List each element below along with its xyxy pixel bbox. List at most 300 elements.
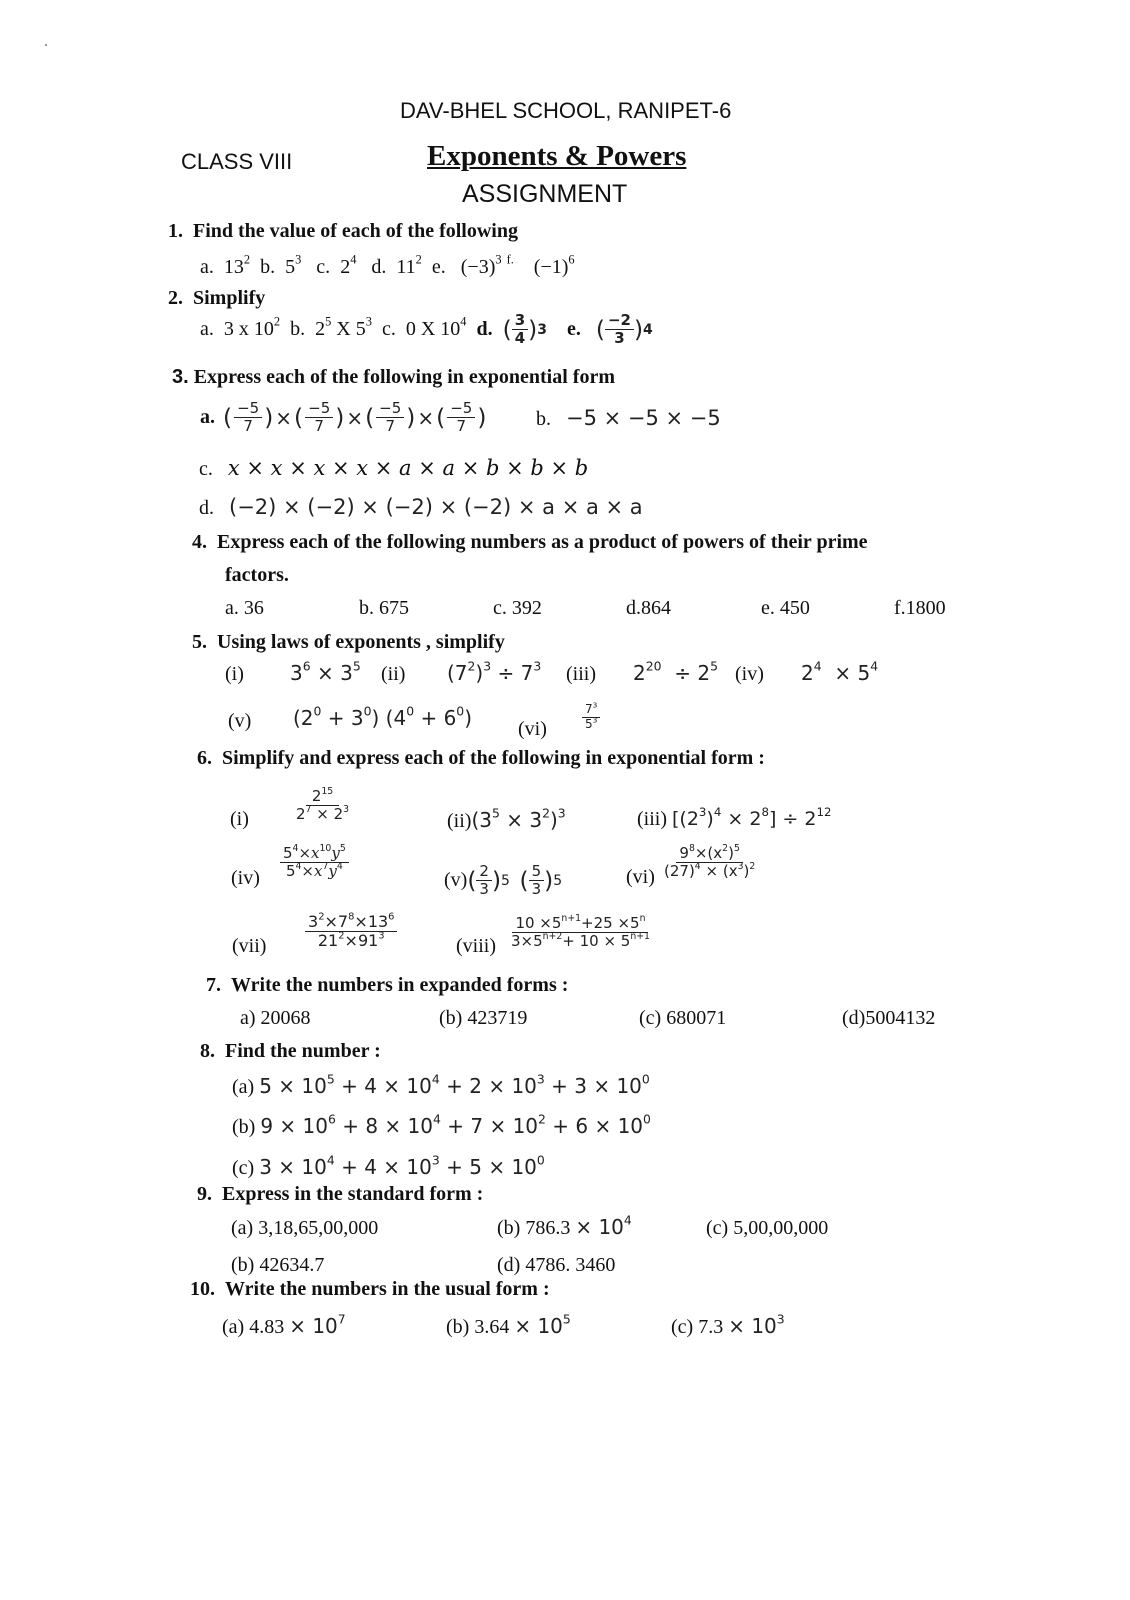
math-token: 2	[311, 787, 322, 805]
q7-d: (d)5004132	[842, 1007, 936, 1029]
q2-e-expr: ( $\frac{-2}{3}$ ) 4	[595, 311, 653, 348]
q6-v	[444, 863, 562, 899]
q2-b-exp2: 3	[365, 314, 372, 329]
q5-number: 5.	[192, 631, 207, 653]
math-part	[293, 788, 352, 824]
q3-d-expr: (−2) × (−2) × (−2) × (−2) × a × a × a	[229, 495, 643, 519]
q8-text: Find the number :	[225, 1040, 381, 1062]
math-token: 2	[538, 1111, 546, 1127]
q8-heading	[200, 1040, 381, 1063]
math-token: 2	[542, 805, 550, 821]
math-token: 2	[749, 861, 756, 873]
q10-text: Write the numbers in the usual form :	[225, 1278, 550, 1300]
q9-number: 9.	[197, 1183, 212, 1205]
math-token: n+1	[561, 913, 582, 925]
q1-c-base: 2	[340, 256, 351, 278]
q1-b-label: b.	[260, 256, 276, 278]
math-token: 4	[813, 658, 822, 674]
math-token: 4	[295, 861, 302, 873]
math-token: ×x	[301, 862, 323, 881]
math-part	[582, 700, 600, 732]
q9-d: (d) 4786. 3460	[497, 1254, 616, 1276]
math-token: 0	[641, 1071, 650, 1087]
q1-b-exp: 3	[295, 252, 302, 267]
q5-vi-expr	[582, 700, 600, 732]
math-token: 15	[321, 786, 334, 798]
math-token: ×91	[344, 931, 379, 951]
q1-text: Find the value of each of the following	[193, 220, 518, 242]
math-token: 4	[433, 1111, 441, 1127]
math-token: 7	[585, 702, 593, 716]
math-token: 5	[491, 805, 500, 821]
math-token: 9 × 10	[260, 1114, 328, 1138]
q3-text: Express each of the following in exponential form	[193, 366, 615, 388]
math-token: )	[706, 808, 714, 830]
math-token: 2	[633, 661, 646, 685]
q10-b-power: × 10	[514, 1314, 563, 1338]
math-part	[376, 400, 404, 436]
q8-a-expr	[259, 1071, 650, 1098]
q3-b-expr: −5 × −5 × −5	[566, 406, 721, 430]
math-part: (	[365, 404, 375, 432]
math-token: 3	[592, 700, 598, 710]
q6-vi-expr	[661, 845, 758, 881]
q5-i-expr	[290, 658, 361, 685]
q2-b-exp: 5	[325, 314, 332, 329]
math-part: (	[436, 404, 446, 432]
math-token: 2	[318, 911, 325, 923]
q3-number: 3.	[172, 366, 189, 388]
q7-b: (b) 423719	[439, 1007, 528, 1029]
math-part	[315, 932, 388, 950]
math-token: × (x	[705, 862, 738, 881]
math-token: 7	[322, 861, 329, 873]
math-token: ÷ 2	[674, 661, 711, 685]
math-token: 6	[327, 1111, 336, 1127]
math-token: 0	[536, 1152, 545, 1168]
math-token: 3	[533, 658, 542, 674]
math-token: ×(x	[694, 844, 723, 862]
math-part	[234, 400, 262, 436]
q8-b-label: (b)	[232, 1116, 256, 1138]
q1-a-label: a.	[200, 256, 214, 278]
math-token: 4	[713, 805, 722, 820]
q6-iii-expr	[672, 805, 832, 830]
q2-c-exp: 4	[460, 314, 467, 329]
math-part: )	[335, 404, 345, 432]
math-part	[283, 863, 346, 880]
q3-a-times-1: ×	[275, 405, 293, 430]
math-part	[582, 700, 600, 718]
math-part	[728, 1311, 785, 1338]
math-part: )	[406, 404, 416, 432]
math-token: + 3 × 10	[551, 1074, 642, 1098]
math-part	[529, 863, 545, 899]
q3-d	[199, 495, 643, 520]
q3-a-times-2: ×	[346, 405, 364, 430]
q7-c: (c) 680071	[639, 1007, 727, 1029]
q6-ii-expr	[471, 805, 566, 832]
q1-number: 1.	[168, 220, 183, 242]
math-part: )	[544, 867, 554, 895]
q6-i-label: (i)	[230, 808, 249, 830]
math-token: 20	[645, 658, 662, 674]
q8-number: 8.	[200, 1040, 215, 1062]
q1-f-base: (−1)	[533, 256, 569, 278]
math-part	[508, 933, 653, 950]
math-token: 2	[801, 661, 814, 685]
math-token: 3	[378, 930, 385, 942]
q1-a-exp: 2	[243, 252, 251, 267]
q2-c-label: c.	[381, 318, 396, 341]
math-token: 3	[483, 658, 492, 674]
q3-a-num-1: −5	[234, 400, 262, 418]
q1-f-exp: 6	[568, 252, 575, 267]
math-token: 2	[467, 658, 476, 674]
math-token: 7	[305, 804, 312, 816]
math-token: n	[639, 913, 646, 925]
q10-heading	[190, 1278, 550, 1301]
q7-a: a) 20068	[240, 1007, 311, 1029]
q4-text: Express each of the following numbers as a product of powers of their prime	[217, 531, 868, 553]
q1-e-base: (−3)	[460, 256, 496, 278]
math-token: 3	[698, 805, 707, 820]
q9-b	[497, 1212, 632, 1240]
math-part: )	[491, 867, 502, 895]
q1-e-label: e.	[431, 256, 446, 278]
math-part: (	[294, 404, 304, 432]
q6-vii-label: (vii)	[232, 935, 267, 957]
q3-c	[199, 456, 588, 481]
math-part	[661, 863, 758, 880]
q8-b	[232, 1111, 651, 1139]
math-part: (	[595, 316, 605, 344]
math-token: 4	[336, 861, 343, 873]
math-token: 8	[348, 911, 355, 923]
math-part	[305, 400, 333, 436]
q10-c-value: (c) 7.3	[671, 1316, 724, 1338]
q5-heading	[192, 631, 505, 654]
q3-a-den-1: 7	[243, 417, 253, 436]
math-token: (27)	[664, 862, 695, 881]
q6-v-label: (v)	[444, 869, 468, 892]
math-token: 3	[431, 1152, 440, 1168]
q4-b: b. 675	[359, 597, 409, 619]
math-token: 5	[326, 1071, 335, 1087]
school-name: DAV-BHEL SCHOOL, RANIPET-6	[400, 98, 732, 123]
q6-text: Simplify and express each of the following in exponential form :	[222, 747, 765, 769]
q6-ii-label: (ii)	[447, 810, 472, 832]
math-part	[508, 915, 653, 951]
q4-number: 4.	[192, 531, 207, 553]
math-part	[305, 913, 397, 951]
math-part: )	[528, 316, 538, 344]
math-token: + 10 × 5	[562, 932, 631, 951]
math-token: ×x	[298, 844, 320, 862]
q2-a-expr: 3 x 10	[223, 318, 274, 341]
math-token: 3	[536, 1071, 545, 1087]
q3-a-num-3: −5	[376, 400, 404, 418]
q7-text: Write the numbers in expanded forms :	[231, 974, 569, 996]
q6-iii	[637, 805, 832, 831]
q1-a-base: 13	[223, 256, 244, 278]
q9-a: (a) 3,18,65,00,000	[231, 1217, 379, 1239]
math-token: 3	[479, 880, 489, 899]
math-token: + 7 × 10	[447, 1114, 539, 1138]
q4-e: e. 450	[761, 597, 810, 619]
math-token: 5 × 10	[259, 1074, 327, 1098]
q3-a-den-3: 7	[385, 417, 395, 436]
math-token: 6	[388, 911, 395, 923]
q10-b-exp: 5	[562, 1311, 571, 1327]
q6-heading	[197, 747, 765, 770]
math-token: ×13	[354, 912, 389, 931]
math-token: ÷ 7	[497, 661, 534, 685]
math-token: 3	[737, 861, 744, 873]
q1-c-label: c.	[316, 256, 331, 278]
math-part	[514, 1311, 571, 1338]
q10-a-value: (a) 4.83	[222, 1316, 285, 1338]
q3-a-label: a.	[200, 406, 215, 429]
q3-heading	[172, 366, 615, 389]
math-token: )	[549, 808, 558, 832]
q1-b-base: 5	[285, 256, 296, 278]
math-token: + 4 × 10	[341, 1155, 432, 1179]
q6-iii-label: (iii)	[637, 808, 667, 830]
q10-a-exp: 7	[337, 1311, 346, 1327]
math-token: 3 × 10	[259, 1155, 327, 1179]
math-token: )	[475, 661, 484, 685]
math-token: [(2	[672, 808, 699, 830]
q2-b-label: b.	[290, 318, 306, 341]
q8-c-expr	[259, 1152, 545, 1179]
q10-a-power: × 10	[289, 1314, 338, 1338]
q9-heading	[197, 1183, 483, 1206]
q3-a-times-3: ×	[417, 405, 435, 430]
q3-a-expr	[223, 400, 486, 436]
q1-heading	[168, 220, 518, 243]
q10-b	[446, 1311, 571, 1339]
q9-text: Express in the standard form :	[222, 1183, 484, 1205]
math-token: (2	[293, 706, 314, 730]
q5-v-expr	[293, 703, 472, 730]
q5-iv-label: (iv)	[735, 663, 764, 685]
q5-vi-label: (vi)	[518, 718, 547, 740]
q6-i-expr	[293, 788, 352, 824]
q9-b2: (b) 42634.7	[231, 1254, 325, 1276]
math-token: 5	[339, 843, 346, 855]
q10-c-power: × 10	[728, 1314, 777, 1338]
math-part	[605, 312, 634, 348]
math-part	[305, 913, 397, 932]
q4-heading	[192, 531, 868, 554]
q2-c-expr: 0 X 10	[405, 318, 461, 341]
q6-viii-expr	[508, 915, 653, 951]
math-token: × 2	[727, 808, 762, 830]
q5-i-label: (i)	[225, 663, 244, 685]
math-token: 0	[643, 1111, 651, 1127]
math-token: ×7	[324, 912, 349, 931]
math-part	[661, 845, 758, 881]
math-token: × 5	[834, 661, 871, 685]
q2-e-label: e.	[566, 318, 581, 341]
q5-ii-expr	[447, 658, 542, 685]
math-token: × 3	[316, 661, 353, 685]
q2-b-times: X 5	[336, 318, 366, 341]
math-token: 3	[531, 880, 542, 899]
q2-d-num: 3	[512, 312, 528, 330]
q10-number: 10.	[190, 1278, 215, 1300]
math-token: 5	[585, 716, 593, 731]
q8-b-expr	[260, 1111, 651, 1138]
math-token: +25 ×5	[581, 914, 640, 932]
scan-dot	[45, 44, 47, 46]
math-token: 21	[317, 931, 339, 951]
q2-items	[200, 312, 653, 348]
q3-b-label: b.	[536, 408, 551, 430]
q3-a	[200, 400, 486, 436]
q6-iv-label: (iv)	[231, 867, 260, 889]
q2-heading	[168, 287, 265, 310]
q2-d-expr: ( $\frac{3}{4}$ ) 3	[502, 311, 547, 348]
math-part: (	[502, 316, 512, 344]
math-token: 5	[733, 843, 740, 855]
math-part	[447, 400, 475, 436]
math-token: 3	[290, 661, 303, 685]
page-title: Exponents & Powers	[427, 140, 687, 172]
q1-c-exp: 4	[350, 252, 357, 267]
math-token: × 2	[316, 805, 344, 824]
q4-d: d.864	[626, 597, 671, 619]
math-token: + 4 × 10	[341, 1074, 432, 1098]
math-token: 8	[688, 843, 695, 855]
q5-v-label: (v)	[228, 710, 252, 732]
q8-a	[232, 1071, 650, 1099]
q8-c	[232, 1152, 545, 1180]
math-part	[476, 863, 492, 899]
math-part: )	[264, 404, 274, 432]
math-token: 5	[529, 863, 545, 881]
math-token: y	[331, 844, 340, 862]
q5-ii-label: (ii)	[381, 663, 406, 685]
q1-d-exp: 2	[415, 252, 422, 267]
math-token: (3	[471, 808, 492, 832]
q3-c-label: c.	[199, 458, 213, 480]
math-token: y	[328, 862, 337, 881]
q2-b-base: 2	[315, 318, 326, 341]
math-token: 0	[363, 703, 372, 719]
math-token: 12	[816, 805, 832, 820]
q6-ii	[447, 805, 566, 833]
math-token: 4	[870, 658, 879, 674]
math-token: 3	[592, 715, 598, 725]
q9-b-power: × 10	[575, 1215, 624, 1239]
q6-vii-expr	[305, 913, 397, 951]
math-part	[293, 806, 352, 823]
q3-a-num-4: −5	[447, 400, 475, 418]
math-token: 4	[326, 1152, 335, 1168]
math-token: + 6 × 10	[552, 1114, 644, 1138]
math-token: ] ÷ 2	[768, 808, 817, 830]
math-token: 2	[338, 930, 345, 942]
math-token: 2	[296, 805, 306, 824]
q7-heading	[206, 974, 568, 997]
math-token: 10	[319, 843, 332, 855]
math-part	[512, 915, 648, 933]
q2-d-den: 4	[514, 329, 526, 348]
math-token: + 6	[420, 706, 457, 730]
q2-a-exp: 2	[273, 314, 281, 329]
math-token: + 2 × 10	[446, 1074, 537, 1098]
math-part	[315, 314, 372, 341]
math-token: + 5 × 10	[446, 1155, 537, 1179]
math-token: 4	[431, 1071, 440, 1087]
q6-number: 6.	[197, 747, 212, 769]
math-part	[223, 314, 281, 341]
q2-d-label: d.	[476, 318, 493, 341]
q2-a-label: a.	[200, 318, 214, 341]
math-token: 3	[343, 804, 350, 816]
q4-f: f.1800	[894, 597, 946, 619]
q3-a-den-2: 7	[314, 417, 324, 436]
math-token: 2	[722, 843, 729, 855]
q10-c-exp: 3	[776, 1311, 785, 1327]
q5-iii-label: (iii)	[566, 663, 596, 685]
q3-a-den-4: 7	[456, 417, 467, 436]
math-part	[582, 715, 600, 732]
q1-e-exp: 3	[495, 252, 502, 267]
math-token: × 3	[506, 808, 543, 832]
q6-v-expr: ( $\frac{2}{3}$ ) 5 ( $\frac{5}{3}$ ) 5	[467, 862, 563, 899]
q3-c-expr: x × x × x × x × a × a × b × b × b	[227, 456, 589, 480]
math-token: (7	[447, 661, 468, 685]
assignment-subtitle: ASSIGNMENT	[462, 180, 628, 208]
q3-d-label: d.	[199, 497, 214, 519]
q8-c-label: (c)	[232, 1157, 255, 1179]
math-part: )	[477, 404, 487, 432]
math-part	[289, 1311, 346, 1338]
math-token: 10 ×5	[515, 914, 562, 932]
math-token: 8	[761, 805, 769, 820]
math-part: (	[467, 867, 477, 895]
math-token: n+1	[630, 931, 650, 943]
q2-e-num: −2	[605, 312, 634, 330]
q1-d-base: 11	[396, 256, 416, 278]
math-token: 2	[476, 863, 492, 881]
q10-a	[222, 1311, 346, 1339]
q8-a-label: (a)	[232, 1076, 255, 1098]
math-part: (	[223, 404, 233, 432]
math-token: n+2	[542, 931, 563, 943]
math-part	[280, 845, 349, 881]
q6-vi-label: (vi)	[626, 866, 655, 888]
math-token: 5	[710, 658, 718, 674]
math-token: 4	[292, 843, 299, 855]
q2-text: Simplify	[193, 287, 266, 309]
q4-text-continued: factors.	[225, 564, 289, 586]
q3-a-num-2: −5	[305, 400, 333, 418]
math-token: 3×5	[511, 932, 543, 951]
math-part: (	[519, 867, 529, 895]
math-token: 9	[679, 844, 689, 862]
q5-iii-expr	[633, 658, 718, 685]
q7-number: 7.	[206, 974, 221, 996]
q1-items	[200, 252, 575, 279]
math-token: )	[464, 706, 472, 730]
math-token: 3	[557, 805, 566, 821]
math-part	[676, 845, 742, 863]
q3-b	[536, 406, 721, 431]
